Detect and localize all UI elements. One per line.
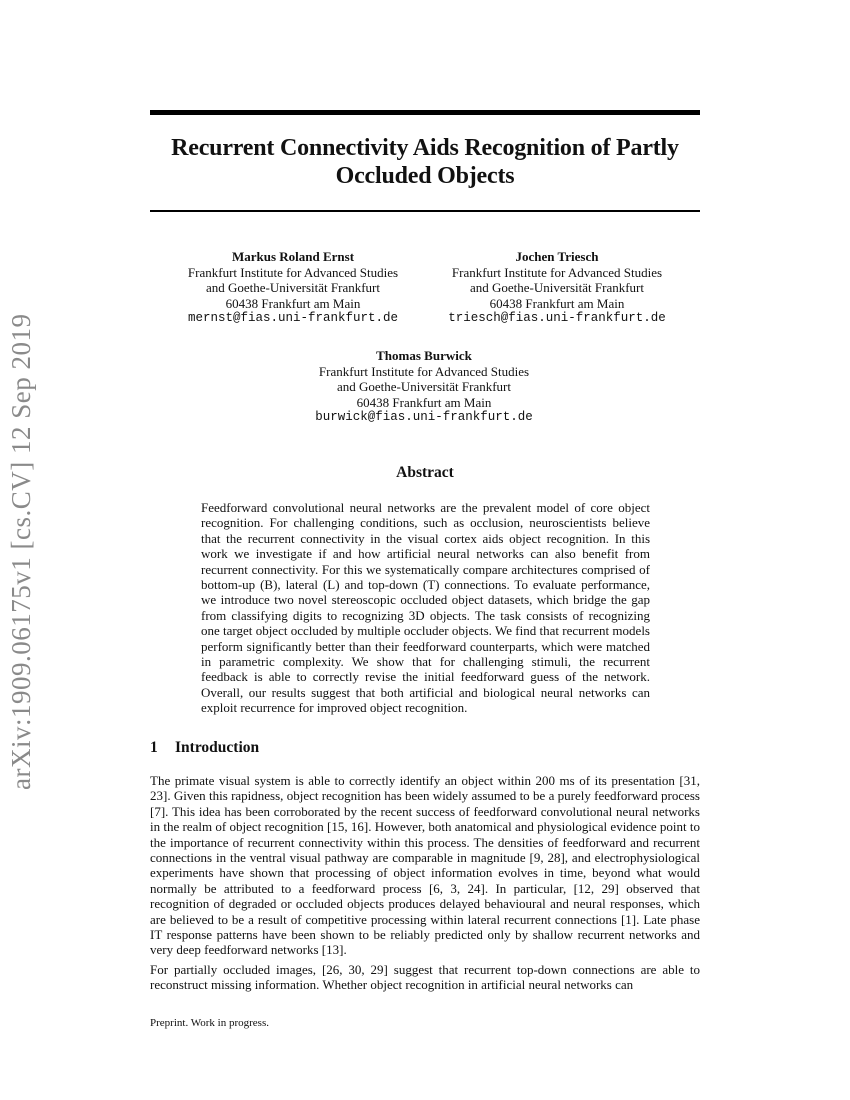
author-address: 60438 Frankfurt am Main: [489, 295, 625, 311]
arxiv-identifier-stamp: arXiv:1909.06175v1 [cs.CV] 12 Sep 2019: [6, 313, 36, 790]
section-title: Introduction: [175, 739, 260, 756]
section-heading-introduction: [150, 739, 259, 757]
author-email: burwick@fias.uni-frankfurt.de: [315, 410, 533, 425]
author-name: Markus Roland Ernst: [231, 249, 355, 264]
author-affiliation: Frankfurt Institute for Advanced Studies: [187, 264, 399, 280]
author-block: [436, 249, 678, 327]
author-email: mernst@fias.uni-frankfurt.de: [187, 311, 399, 326]
author-address: 60438 Frankfurt am Main: [225, 295, 361, 311]
author-affiliation: and Goethe-Universität Frankfurt: [469, 280, 644, 296]
author-block: [172, 249, 414, 327]
author-name: Thomas Burwick: [376, 348, 472, 363]
author-affiliation: Frankfurt Institute for Advanced Studies: [318, 363, 530, 379]
body-paragraph: The primate visual system is able to correctly identify an object within 200 ms of its presentation [31, 23]. Given this rapidness, object recognition has been widely assumed to be a purely feedforward process [7]. This idea has been corroborated by the recent success of feedforward convolutional neural networks in the realm of object recognition [15, 16]. However, both anatomical and physiological evidence point to the importance of recurrent connectivity within this process. The densities of feedforward and recurrent connections in the ventral visual pathway are comparable in magnitude [9, 28], and electrophysiological experiments have shown that processing of object information evolves in time, beyond what would normally be attributed to a feedforward process [6, 3, 24]. In particular, [12, 29] observed that recognition of degraded or occluded objects produces delayed behavioural and neural responses, which are believed to be a result of competitive processing within lateral recurrent connections [1]. Late phase IT response patterns have been shown to be reliably predicted only by shallow recurrent networks and very deep feedforward networks [13].: [150, 773, 700, 958]
author-name: Jochen Triesch: [515, 249, 599, 264]
abstract-text: Feedforward convolutional neural networks are the prevalent model of core object recognition. For challenging conditions, such as occlusion, neuroscientists believe that the recurrent connectivity in the visual cortex aids object recognition. In this work we investigate if and how artificial neural networks can also benefit from recurrent connectivity. For this we systematically compare architectures comprised of bottom-up (B), lateral (L) and top-down (T) connections. To evaluate performance, we introduce two novel stereoscopic occluded object datasets, which bridge the gap from classifying digits to recognizing 3D objects. The task consists of recognizing one target object occluded by multiple occluder objects. We find that recurrent models perform significantly better than their feedforward counterparts, which were matched in parametric complexity. We show that for challenging stimuli, the recurrent feedback is able to correctly revise the initial feedforward guess of the network. Overall, our results suggest that both artificial and biological neural networks can exploit recurrence for improved object recognition.: [201, 500, 650, 716]
author-affiliation: Frankfurt Institute for Advanced Studies: [451, 264, 663, 280]
title-bottom-rule: [150, 210, 700, 212]
author-address: 60438 Frankfurt am Main: [356, 394, 492, 410]
body-paragraph: For partially occluded images, [26, 30, 29] suggest that recurrent top-down connections are able to reconstruct missing information. Whether object recognition in artificial neural networks can: [150, 962, 700, 993]
author-affiliation: and Goethe-Universität Frankfurt: [336, 379, 511, 395]
author-email: triesch@fias.uni-frankfurt.de: [448, 311, 666, 326]
abstract-heading: Abstract: [396, 464, 454, 481]
paper-title: Recurrent Connectivity Aids Recognition of Partly Occluded Objects: [171, 135, 679, 189]
section-number: 1: [150, 739, 158, 756]
author-affiliation: and Goethe-Universität Frankfurt: [205, 280, 380, 296]
title-top-rule: [150, 110, 700, 115]
author-block: [303, 348, 545, 426]
footnote: Preprint. Work in progress.: [150, 1017, 269, 1029]
